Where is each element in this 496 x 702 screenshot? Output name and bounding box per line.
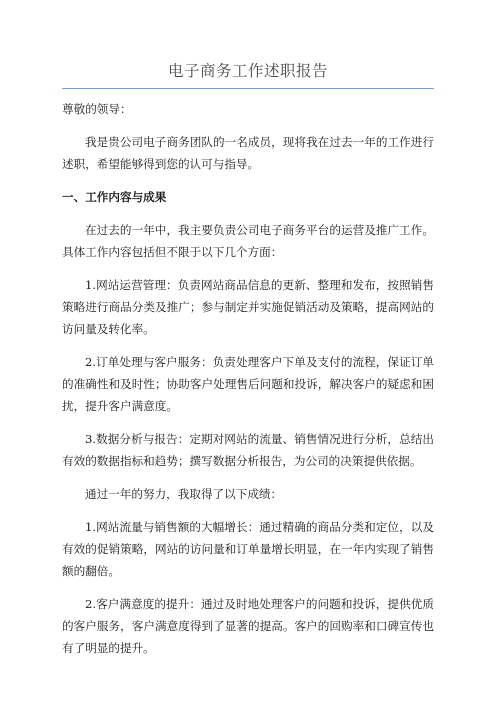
duty-item-3: 3.数据分析与报告：定期对网站的流量、销售情况进行分析，总结出有效的数据指标和趋势；撰写数据分析报告，为公司的决策提供依据。 xyxy=(62,432,434,468)
document-title: 电子商务工作述职报告 xyxy=(167,62,328,80)
section-heading: 一、工作内容与成果 xyxy=(62,190,167,204)
section-overview: 在过去的一年中，我主要负责公司电子商务平台的运营及推广工作。具体工作内容包括但不限于以下几个方面： xyxy=(62,223,434,259)
duty-item-1: 1.网站运营管理：负责网站商品信息的更新、整理和发布，按照销售策略进行商品分类及推广；参与制定并实施促销活动及策略，提高网站的访问量及转化率。 xyxy=(62,278,434,336)
duty-item-2: 2.订单处理与客户服务：负责处理客户下单及支付的流程，保证订单的准确性和及时性；协助客户处理售后问题和投诉，解决客户的疑虑和困扰，提升客户满意度。 xyxy=(62,355,434,413)
results-intro: 通过一年的努力，我取得了以下成绩： xyxy=(85,487,283,501)
title-underline xyxy=(62,88,434,89)
result-item-2: 2.客户满意度的提升：通过及时地处理客户的问题和投诉，提供优质的客户服务，客户满意度得到了显著的提高。客户的回购率和口碑宣传也有了明显的提升。 xyxy=(62,597,434,655)
intro-paragraph: 我是贵公司电子商务团队的一名成员，现将我在过去一年的工作进行述职，希望能够得到您的认可与指导。 xyxy=(62,135,434,171)
salutation: 尊敬的领导： xyxy=(62,102,132,116)
result-item-1: 1.网站流量与销售额的大幅增长：通过精确的商品分类和定位，以及有效的促销策略，网站的访问量和订单量增长明显，在一年内实现了销售额的翻倍。 xyxy=(62,520,434,578)
